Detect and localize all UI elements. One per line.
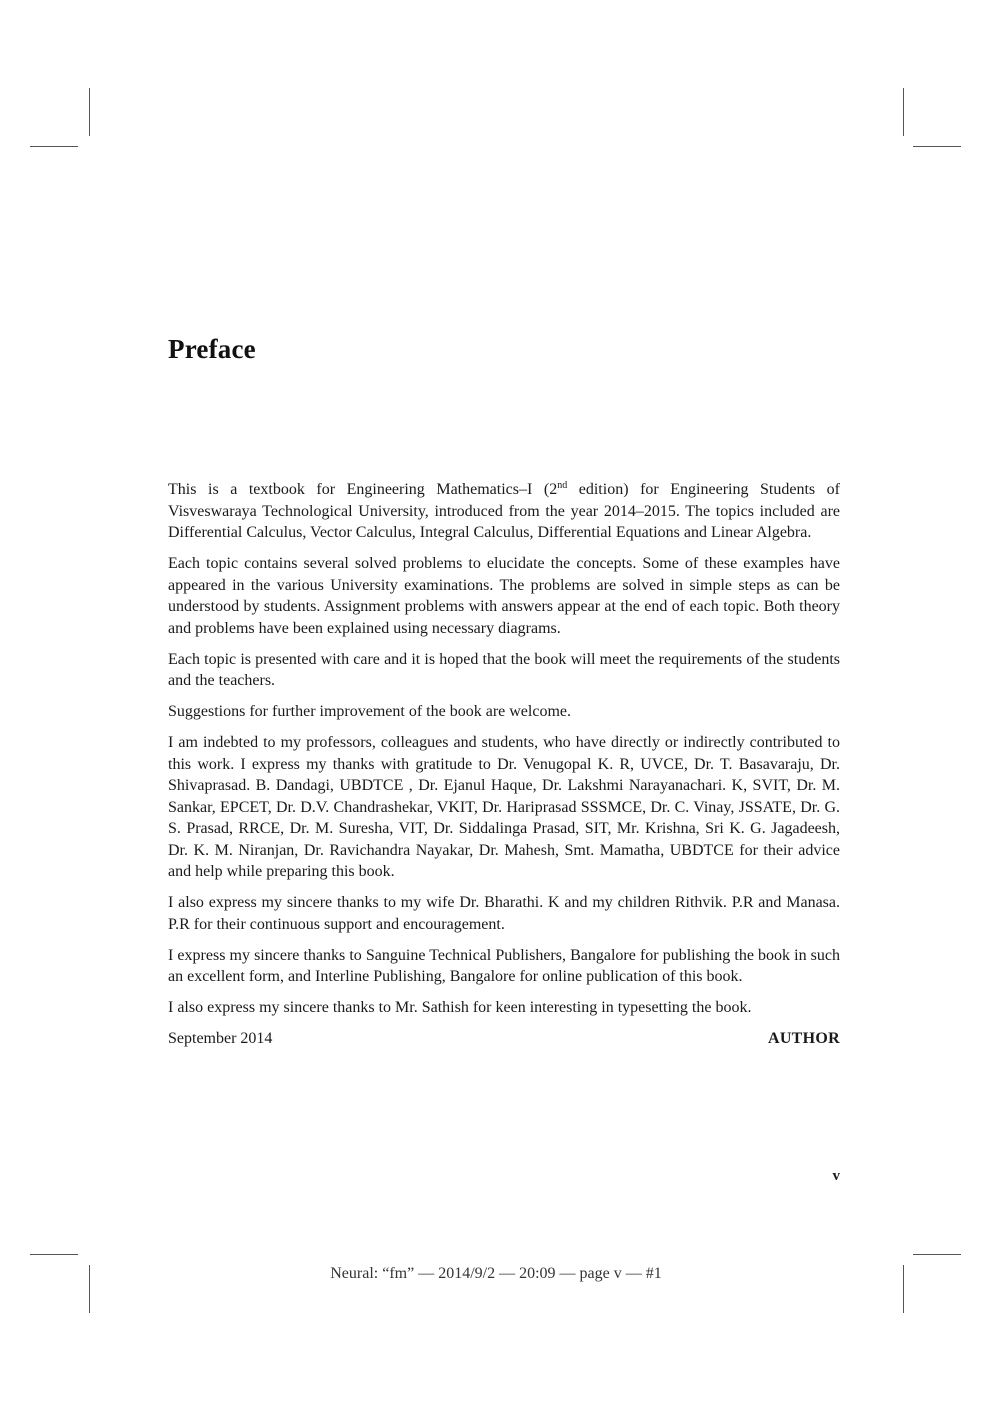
paragraph-topics: Each topic contains several solved problems to elucidate the concepts. Some of these examples have appeared in the various University examinations. The problems are solved in simple steps as can be understood by students. Assignment problems with answers appear at the end of each topic. Both theory and problems have been explained using necessary diagrams.: [168, 555, 840, 637]
crop-mark-top-left-horizontal: [30, 146, 78, 147]
crop-mark-bottom-left-horizontal: [30, 1254, 78, 1255]
page-number: v: [832, 1168, 840, 1184]
paragraph-intro-part2: edition) for Engineering Students of Visveswaraya Technological University, introduced from the year 2014–2015. The topics included are Differential Calculus, Vector Calculus, Integral Calculus, Differential Equations and Linear Algebra.: [168, 481, 841, 541]
edition-superscript: nd: [557, 480, 568, 491]
signature-date: September 2014: [168, 1030, 273, 1047]
print-footer: Neural: “fm” — 2014/9/2 — 20:09 — page v — #1: [330, 1265, 662, 1282]
preface-body: [168, 479, 840, 1050]
paragraph-intro-part1: This is a textbook for Engineering Mathematics–I (2: [168, 481, 558, 498]
paragraph-care: Each topic is presented with care and it is hoped that the book will meet the requirements of the students and the teachers.: [168, 650, 840, 689]
paragraph-typesetting-thanks: I also express my sincere thanks to Mr. Sathish for keen interesting in typesetting the book.: [168, 999, 752, 1016]
crop-mark-bottom-right-horizontal: [913, 1254, 961, 1255]
paragraph-acknowledgements: I am indebted to my professors, colleagues and students, who have directly or indirectly contributed to this work. I express my thanks with gratitude to Dr. Venugopal K. R, UVCE, Dr. T. Basavaraju, Dr. Shivaprasad. B. Dandagi, UBDTCE , Dr. Ejanul Haque, Dr. Lakshmi Narayanachari. K, SVIT, Dr. M. Sankar, EPCET, Dr. D.V. Chandrashekar, VKIT, Dr. Hariprasad SSSMCE, Dr. C. Vinay, JSSATE, Dr. G. S. Prasad, RRCE, Dr. M. Suresha, VIT, Dr. Siddalinga Prasad, SIT, Mr. Krishna, Sri K. G. Jagadeesh, Dr. K. M. Niranjan, Dr. Ravichandra Nayakar, Dr. Mahesh, Smt. Mamatha, UBDTCE for their advice and help while preparing this book.: [168, 734, 840, 880]
paragraph-suggestions: Suggestions for further improvement of the book are welcome.: [168, 703, 571, 720]
crop-mark-top-left-vertical: [89, 88, 90, 136]
signature-author: AUTHOR: [767, 1030, 840, 1047]
crop-mark-top-right-horizontal: [913, 146, 961, 147]
page-title: Preface: [168, 334, 256, 364]
paragraph-family-thanks: I also express my sincere thanks to my wife Dr. Bharathi. K and my children Rithvik. P.R and Manasa. P.R for their continuous support and encouragement.: [168, 894, 840, 933]
crop-mark-top-right-vertical: [903, 88, 904, 136]
paragraph-publisher-thanks: I express my sincere thanks to Sanguine Technical Publishers, Bangalore for publishing the book in such an excellent form, and Interline Publishing, Bangalore for online publication of this book.: [168, 946, 840, 985]
paragraph-intro: [168, 479, 840, 544]
signature-row: [168, 1028, 840, 1050]
